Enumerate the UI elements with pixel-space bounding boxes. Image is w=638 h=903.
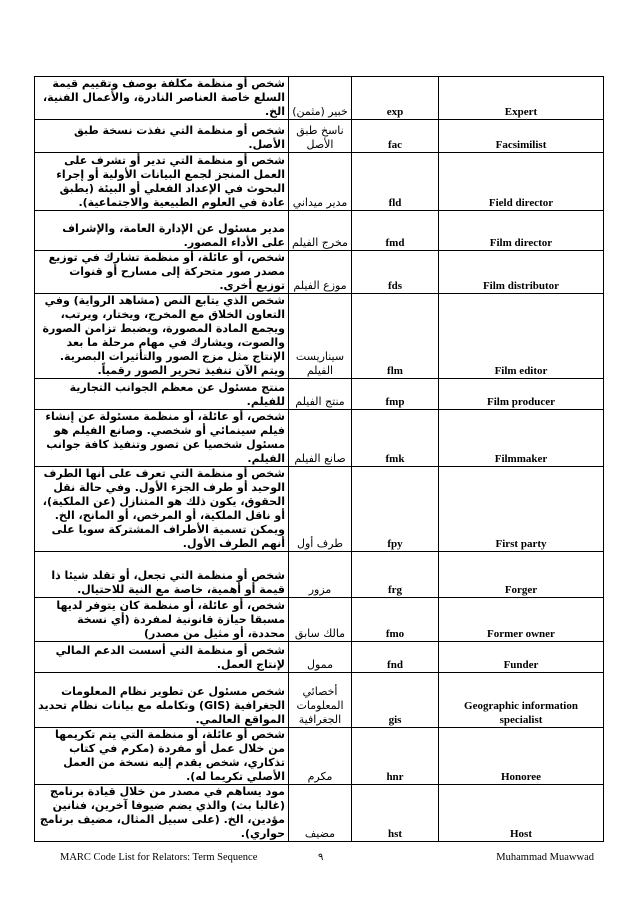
- relator-code: fmd: [352, 211, 439, 251]
- arabic-term: ناسخ طبق الأصل: [289, 120, 352, 153]
- arabic-description: شخص أو منظمة التي تجعل، أو تقلد شيئا ذا قيمة أو أهمية، خاصة مع النية للاحتيال.: [35, 552, 289, 598]
- table-row: [35, 467, 604, 552]
- table-row: [35, 410, 604, 467]
- english-term: Funder: [439, 642, 604, 673]
- arabic-term: طرف أول: [289, 467, 352, 552]
- english-term: Facsimilist: [439, 120, 604, 153]
- arabic-description: شخص، أو عائلة، أو منظمة كان يتوفر لديها مسبقا حيازة قانونية لمفردة (أي نسخة محددة، أو مثيل من مصدر): [35, 598, 289, 642]
- relator-table-body: [35, 77, 604, 842]
- table-row: [35, 153, 604, 211]
- english-term: Film distributor: [439, 251, 604, 294]
- english-term: Film editor: [439, 294, 604, 379]
- arabic-description: شخص، أو عائلة، أو منظمة مسئولة عن إنشاء فيلم سينمائي أو شخصي. وصانع الفيلم هو مسئول شخصيا عن تصور وتنفيذ كافة جوانب الفيلم.: [35, 410, 289, 467]
- relator-code: fmo: [352, 598, 439, 642]
- english-term: Filmmaker: [439, 410, 604, 467]
- table-row: [35, 77, 604, 120]
- english-term: Field director: [439, 153, 604, 211]
- english-term: Expert: [439, 77, 604, 120]
- table-row: [35, 673, 604, 728]
- arabic-term: خبير (مثمن): [289, 77, 352, 120]
- relator-code: frg: [352, 552, 439, 598]
- english-term: Geographic information specialist: [439, 673, 604, 728]
- table-row: [35, 785, 604, 842]
- table-row: [35, 642, 604, 673]
- relator-code: fmp: [352, 379, 439, 410]
- arabic-term: موزع الفيلم: [289, 251, 352, 294]
- arabic-term: سيناريست الفيلم: [289, 294, 352, 379]
- arabic-term: مخرج الفيلم: [289, 211, 352, 251]
- relator-table: [34, 76, 604, 842]
- arabic-description: شخص الذي يتابع النص (مشاهد الرواية) وفي التعاون الخلاق مع المخرج، ويختار، ويرتب، ويجمع المادة المصورة، ويضبط تزامن الصورة والصوت، ويشارك في مهام مرحلة ما بعد الإنتاج مثل مزج الصور والتأثيرات البصرية. ويتم الآن تنفيذ تحرير الصور رقمياً.: [35, 294, 289, 379]
- arabic-description: شخص أو منظمة التي نفذت نسخة طبق الأصل.: [35, 120, 289, 153]
- english-term: Film director: [439, 211, 604, 251]
- footer-page-number: ٩: [318, 852, 324, 863]
- relator-code: hnr: [352, 728, 439, 785]
- arabic-description: شخص مسئول عن تطوير نظام المعلومات الجغرافية (GIS) وتكامله مع بيانات نظام تحديد المواقع العالمي.: [35, 673, 289, 728]
- arabic-term: مضيف: [289, 785, 352, 842]
- arabic-description: شخص أو منظمة مكلفة بوصف وتقييم قيمة السلع خاصة العناصر النادرة، والأعمال الفنية، الخ.: [35, 77, 289, 120]
- arabic-description: مدير مسئول عن الإدارة العامة، والإشراف على الأداء المصور.: [35, 211, 289, 251]
- arabic-term: مزور: [289, 552, 352, 598]
- footer-source: MARC Code List for Relators: Term Sequence: [60, 852, 258, 863]
- english-term: Film producer: [439, 379, 604, 410]
- arabic-term: مكرم: [289, 728, 352, 785]
- english-term: Forger: [439, 552, 604, 598]
- table-row: [35, 379, 604, 410]
- relator-code: fac: [352, 120, 439, 153]
- arabic-description: شخص أو منظمة التي تعرف على أنها الطرف الوحيد أو طرف الجزء الأول. وفي حالة نقل الحقوق، يكون ذلك هو المتنازل (عن الملكية)، أو ناقل الملكية، أو المرخص، أو المانح، الخ. ويمكن تسمية الأطراف المشتركة سويا على أنهم الطرف الأول.: [35, 467, 289, 552]
- arabic-description: منتج مسئول عن معظم الجوانب التجارية للفيلم.: [35, 379, 289, 410]
- english-term: Former owner: [439, 598, 604, 642]
- relator-code: gis: [352, 673, 439, 728]
- english-term: Host: [439, 785, 604, 842]
- english-term: First party: [439, 467, 604, 552]
- relator-code: fnd: [352, 642, 439, 673]
- relator-code: fds: [352, 251, 439, 294]
- arabic-term: ممول: [289, 642, 352, 673]
- relator-code: fld: [352, 153, 439, 211]
- table-row: [35, 598, 604, 642]
- arabic-description: مود يساهم في مصدر من خلال قيادة برنامج (غالبا بث) والذي يضم ضيوفا آخرين، فنانين مؤدين، الخ. (على سبيل المثال، مضيف برنامج حواري).: [35, 785, 289, 842]
- footer-author: Muhammad Muawwad: [496, 852, 594, 863]
- relator-code: flm: [352, 294, 439, 379]
- relator-code: fmk: [352, 410, 439, 467]
- arabic-term: صانع الفيلم: [289, 410, 352, 467]
- arabic-description: شخص أو عائلة، أو منظمة التي يتم تكريمها من خلال عمل أو مفردة (مكرم في كتاب تذكاري، شخص يقدم إليه نسخة من العمل الأصلي تكريما له).: [35, 728, 289, 785]
- arabic-term: مدير ميداني: [289, 153, 352, 211]
- arabic-term: أخصائي المعلومات الجغرافية: [289, 673, 352, 728]
- arabic-term: مالك سابق: [289, 598, 352, 642]
- relator-code: exp: [352, 77, 439, 120]
- table-row: [35, 251, 604, 294]
- table-row: [35, 211, 604, 251]
- table-row: [35, 120, 604, 153]
- arabic-description: شخص أو منظمة التي تدير أو تشرف على العمل المنجز لجمع البيانات الأولية أو إجراء البحوث في الإعداد الفعلي أو البيئة (يطبق عادة في العلوم الطبيعية والاجتماعية).: [35, 153, 289, 211]
- relator-code: hst: [352, 785, 439, 842]
- arabic-term: منتج الفيلم: [289, 379, 352, 410]
- relator-code: fpy: [352, 467, 439, 552]
- table-row: [35, 552, 604, 598]
- arabic-description: شخص، أو عائلة، أو منظمة تشارك في توزيع مصدر صور متحركة إلى مسارح أو قنوات توزيع أخرى.: [35, 251, 289, 294]
- arabic-description: شخص أو منظمة التي أسست الدعم المالي لإنتاج العمل.: [35, 642, 289, 673]
- table-row: [35, 728, 604, 785]
- english-term: Honoree: [439, 728, 604, 785]
- table-row: [35, 294, 604, 379]
